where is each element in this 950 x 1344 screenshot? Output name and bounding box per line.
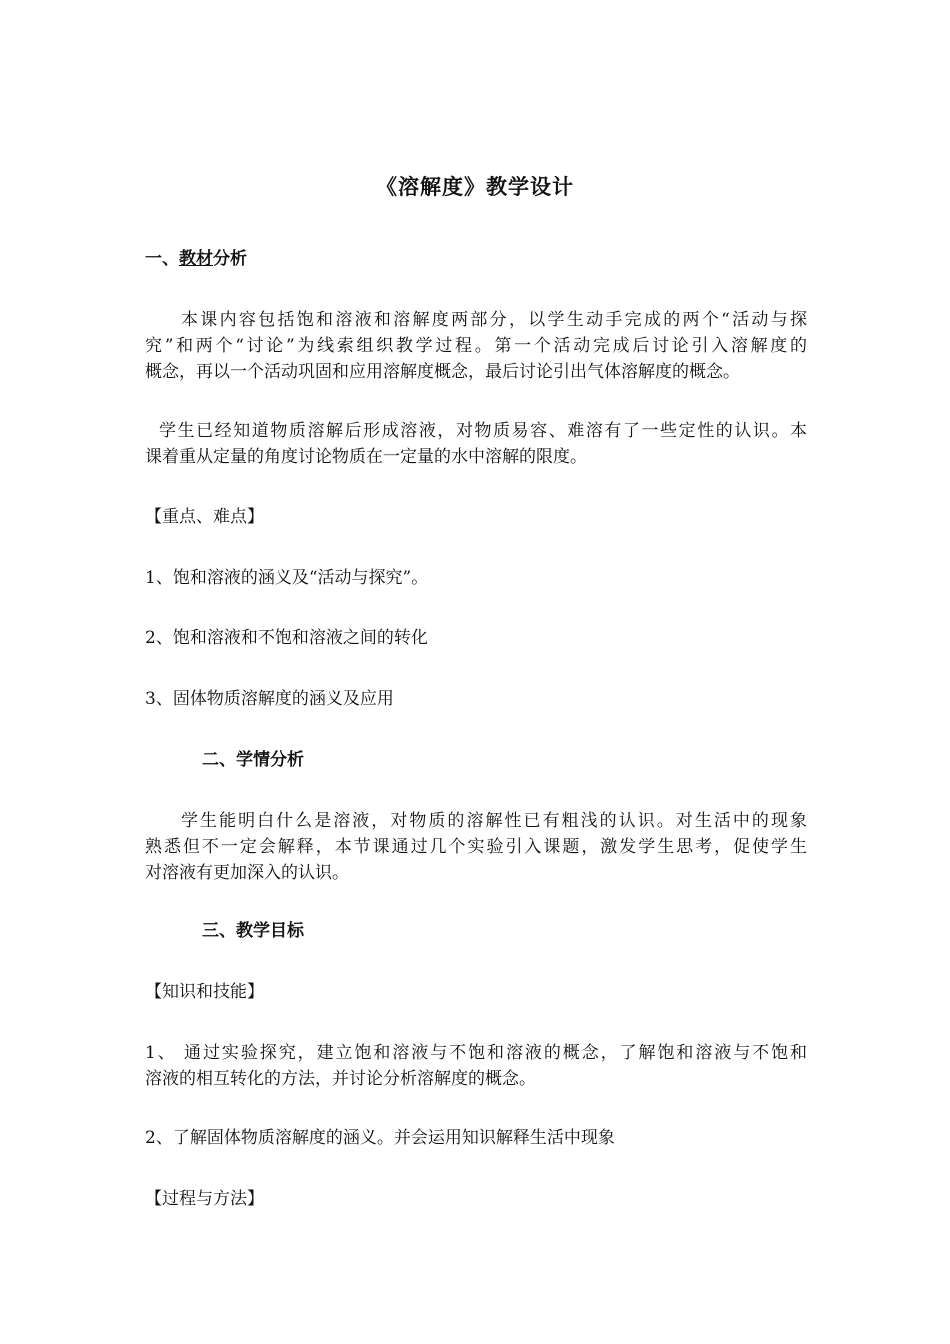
paragraph-line: 学生已经知道物质溶解后形成溶液，对物质易容、难溶有了一些定性的认识。本 [159,421,807,441]
section-heading-learner-analysis: 二、学情分析 [202,750,304,770]
section-title-underlined: 教材 [179,249,213,269]
knowledge-skills-label: 【知识和技能】 [145,982,264,1002]
section-heading-textbook-analysis [145,246,247,272]
knowledge-item-1 [145,1040,807,1092]
key-points-label: 【重点、难点】 [145,507,264,527]
paragraph-line: 学生能明白什么是溶液，对物质的溶解性已有粗浅的认识。对生活中的现象 [181,811,807,831]
section-number: 一、 [145,249,179,269]
paragraph-learner-analysis [145,808,807,886]
knowledge-item-2: 2、了解固体物质溶解度的涵义。并会运用知识解释生活中现象 [145,1128,615,1148]
paragraph-line: 熟悉但不一定会解释，本节课通过几个实验引入课题，激发学生思考，促使学生 [145,837,807,857]
document-title: 《溶解度》教学设计 [376,175,574,199]
section-title-rest: 分析 [213,249,247,269]
paragraph-line: 1、 通过实验探究，建立饱和溶液与不饱和溶液的概念，了解饱和溶液与不饱和 [145,1043,807,1063]
key-point-item: 1、饱和溶液的涵义及“活动与探究”。 [145,568,429,588]
paragraph-textbook-content [145,307,807,385]
key-point-item: 2、饱和溶液和不饱和溶液之间的转化 [145,628,428,648]
paragraph-line: 课着重从定量的角度讨论物质在一定量的水中溶解的限度。 [145,447,587,467]
paragraph-line: 对溶液有更加深入的认识。 [145,863,349,883]
paragraph-line: 究”和两个“讨论”为线索组织教学过程。第一个活动完成后讨论引入溶解度的 [145,336,807,356]
process-method-label: 【过程与方法】 [145,1189,264,1209]
section-heading-teaching-goals: 三、教学目标 [202,921,304,941]
paragraph-line: 本课内容包括饱和溶液和溶解度两部分，以学生动手完成的两个“活动与探 [181,310,807,330]
key-point-item: 3、固体物质溶解度的涵义及应用 [145,689,394,709]
paragraph-student-knowledge [145,418,807,470]
paragraph-line: 概念，再以一个活动巩固和应用溶解度概念，最后讨论引出气体溶解度的概念。 [145,362,740,382]
paragraph-line: 溶液的相互转化的方法，并讨论分析溶解度的概念。 [145,1069,536,1089]
